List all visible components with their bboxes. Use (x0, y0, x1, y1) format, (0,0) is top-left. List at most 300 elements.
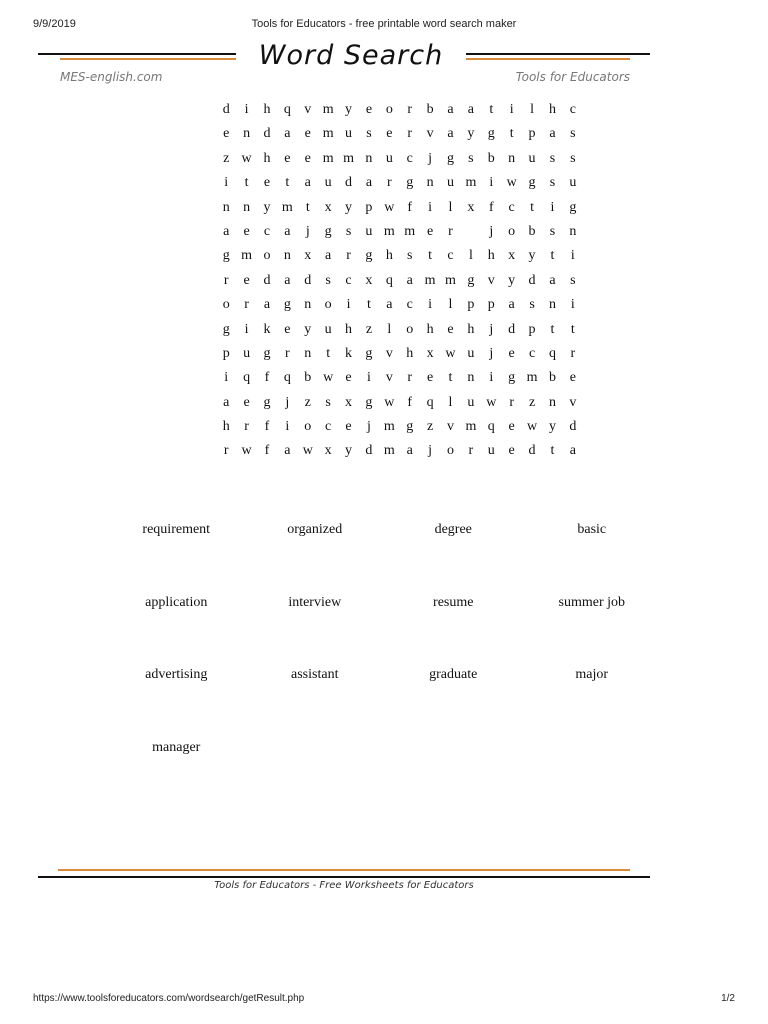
word-item: resume (433, 594, 474, 610)
grid-letter: y (548, 419, 556, 435)
grid-letter: e (304, 150, 311, 166)
grid-letter: m (322, 126, 334, 142)
grid-letter: a (365, 175, 373, 191)
grid-letter: x (508, 248, 516, 264)
grid-letter: e (345, 419, 352, 435)
grid-row (216, 293, 583, 317)
grid-letter: r (448, 223, 453, 239)
grid-letter: r (407, 102, 413, 117)
grid-letter: d (263, 272, 271, 288)
grid-letter: i (509, 102, 514, 117)
grid-letter: u (569, 175, 577, 191)
grid-letter: o (406, 321, 414, 337)
grid-letter: t (366, 297, 371, 313)
grid-letter: z (304, 394, 311, 410)
grid-letter: c (263, 223, 271, 239)
grid-letter: m (281, 199, 293, 215)
grid-row (216, 122, 583, 146)
grid-letter: r (407, 370, 413, 386)
grid-letter: e (345, 370, 352, 386)
grid-letter: g (222, 248, 230, 264)
grid-letter: m (322, 150, 334, 166)
grid-letter: x (345, 394, 353, 410)
grid-letter: c (569, 102, 576, 117)
grid-letter: e (243, 272, 250, 288)
grid-letter: o (385, 102, 393, 117)
grid-row (216, 366, 583, 390)
grid-letter: n (548, 297, 556, 313)
grid-letter: l (387, 321, 392, 337)
grid-letter: y (345, 443, 353, 459)
grid-letter: v (569, 394, 577, 410)
word-row (107, 595, 661, 668)
grid-letter: b (548, 370, 556, 386)
grid-letter: m (465, 175, 477, 191)
grid-letter: s (570, 272, 576, 288)
grid-letter: u (385, 150, 393, 166)
grid-letter: h (345, 321, 353, 337)
word-row (107, 667, 661, 740)
grid-letter: a (549, 126, 556, 142)
grid-letter: f (488, 199, 494, 215)
grid-letter: i (489, 175, 494, 191)
grid-letter: i (428, 199, 433, 215)
grid-letter: g (508, 370, 516, 386)
grid-letter: m (526, 370, 538, 386)
grid-row (216, 439, 583, 463)
grid-row (216, 98, 583, 122)
grid-letter: i (244, 102, 249, 117)
grid-letter: n (426, 175, 434, 191)
grid-letter: i (366, 370, 371, 386)
grid-letter: b (528, 223, 536, 239)
grid-letter: y (263, 199, 271, 215)
grid-letter: e (386, 126, 393, 142)
grid-letter: h (406, 345, 414, 361)
grid-letter: v (487, 272, 495, 288)
grid-letter: q (283, 370, 291, 386)
word-item: manager (152, 739, 201, 755)
grid-letter: z (426, 419, 434, 435)
grid-letter: n (304, 345, 312, 361)
grid-letter: p (467, 297, 475, 313)
grid-letter: j (428, 443, 433, 459)
grid-letter: i (224, 175, 229, 191)
grid-letter: e (508, 345, 515, 361)
grid-letter: i (346, 297, 351, 313)
grid-letter: r (223, 443, 229, 459)
grid-letter: r (509, 394, 514, 410)
grid-letter: e (508, 419, 515, 435)
grid-row (216, 244, 583, 268)
grid-letter: w (241, 443, 252, 459)
word-item: application (145, 594, 208, 610)
grid-letter: r (346, 248, 351, 264)
grid-letter: j (489, 345, 494, 361)
grid-letter: d (345, 175, 353, 191)
grid-letter: i (570, 248, 575, 264)
grid-letter: a (304, 175, 311, 191)
grid-letter: e (426, 370, 434, 386)
grid-letter: e (243, 394, 250, 410)
grid-letter: m (241, 248, 253, 264)
grid-letter: s (570, 150, 576, 166)
grid-letter: s (366, 126, 372, 142)
grid-letter: h (263, 150, 271, 166)
word-row (107, 522, 661, 595)
grid-row (216, 171, 583, 195)
grid-letter: o (304, 419, 312, 435)
word-list (107, 522, 661, 812)
grid-letter: w (445, 345, 456, 361)
grid-letter: m (343, 150, 354, 166)
grid-letter: i (550, 199, 555, 215)
word-item: assistant (291, 667, 339, 682)
grid-letter: j (489, 223, 494, 239)
grid-letter: n (569, 223, 577, 239)
grid-letter: b (304, 370, 312, 386)
grid-letter: f (407, 394, 413, 410)
grid-letter: f (264, 443, 270, 459)
grid-letter: n (365, 150, 373, 166)
grid-letter: i (285, 419, 290, 435)
grid-letter: y (345, 102, 353, 117)
header-rule-orange-right (450, 58, 630, 60)
grid-letter: u (467, 345, 475, 361)
grid-letter: x (324, 199, 332, 215)
grid-letter: w (486, 394, 497, 410)
grid-letter: a (406, 443, 413, 459)
grid-letter: a (386, 297, 393, 313)
grid-letter: a (284, 223, 291, 239)
print-page-title: Tools for Educators - free printable word search maker (251, 18, 517, 30)
grid-letter: a (223, 394, 230, 410)
grid-letter: j (428, 150, 433, 166)
grid-letter: m (383, 443, 395, 459)
grid-letter: a (284, 126, 291, 142)
word-item: summer job (558, 594, 625, 610)
grid-letter: e (223, 126, 230, 142)
grid-letter: s (549, 175, 556, 191)
grid-letter: g (263, 345, 271, 361)
grid-letter: k (345, 345, 353, 361)
grid-letter: w (323, 370, 334, 386)
grid-letter: i (244, 321, 249, 337)
grid-letter: v (426, 126, 434, 142)
word-item: requirement (142, 522, 211, 537)
grid-letter: q (426, 394, 434, 410)
grid-letter: g (467, 272, 475, 288)
grid-row (216, 342, 583, 366)
grid-letter: x (324, 443, 332, 459)
worksheet-title: Word Search (236, 40, 466, 71)
grid-letter: t (509, 126, 514, 142)
word-item: basic (577, 522, 607, 537)
grid-letter: b (426, 102, 434, 117)
grid-letter: o (508, 223, 516, 239)
grid-letter: m (322, 102, 334, 117)
grid-letter: a (325, 248, 332, 264)
grid-letter: a (447, 126, 454, 142)
grid-letter: a (223, 223, 230, 239)
grid-letter: v (385, 370, 393, 386)
grid-letter: e (508, 443, 515, 459)
print-url: https://www.toolsforeducators.com/wordsearch/getResult.php (33, 993, 305, 1004)
grid-letter: f (264, 419, 270, 435)
grid-letter: t (550, 248, 555, 264)
grid-letter: s (529, 297, 535, 313)
grid-letter: l (448, 297, 453, 313)
grid-letter: q (548, 345, 556, 361)
grid-letter: g (487, 126, 495, 142)
grid-letter: e (447, 321, 454, 337)
grid-letter: u (365, 223, 373, 239)
grid-letter: u (446, 175, 454, 191)
grid-letter: e (263, 175, 271, 191)
grid-letter: l (530, 102, 534, 117)
grid-letter: g (222, 321, 230, 337)
grid-row (216, 196, 583, 220)
grid-letter: d (508, 321, 516, 337)
grid-letter: o (222, 297, 230, 313)
grid-letter: l (448, 199, 453, 215)
grid-letter: y (528, 248, 536, 264)
grid-letter: x (365, 272, 373, 288)
grid-letter: t (244, 175, 249, 191)
grid-letter: b (487, 150, 495, 166)
grid-letter: s (468, 150, 474, 166)
word-item: organized (287, 522, 343, 537)
grid-letter: u (467, 394, 475, 410)
footer-rule-black (38, 876, 650, 878)
grid-letter: d (222, 102, 230, 117)
print-page-number: 1/2 (721, 993, 735, 1004)
grid-letter: k (263, 321, 271, 337)
grid-letter: u (528, 150, 536, 166)
grid-letter: z (223, 150, 230, 166)
grid-letter: w (384, 199, 395, 215)
header-rule-orange (60, 58, 252, 60)
grid-letter: n (508, 150, 516, 166)
grid-letter: i (489, 370, 494, 386)
grid-letter: e (243, 223, 250, 239)
grid-letter: l (468, 248, 473, 264)
grid-letter: r (244, 419, 249, 435)
grid-letter: p (528, 126, 536, 142)
grid-letter: g (446, 150, 454, 166)
grid-letter: m (445, 272, 456, 288)
grid-letter: g (324, 223, 332, 239)
grid-row (216, 269, 583, 293)
grid-letter: f (264, 370, 270, 386)
grid-letter: n (467, 370, 475, 386)
word-item: major (575, 667, 609, 682)
grid-letter: c (406, 297, 413, 313)
grid-letter: v (446, 419, 454, 435)
grid-letter: e (365, 102, 373, 117)
grid-letter: n (548, 394, 556, 410)
site-name: MES-english.com (60, 70, 163, 84)
grid-letter: u (324, 175, 332, 191)
grid-letter: e (426, 223, 434, 239)
grid-letter: a (447, 102, 454, 117)
grid-letter (461, 220, 481, 244)
grid-letter: t (285, 175, 290, 191)
grid-letter: p (528, 321, 536, 337)
grid-letter: e (284, 150, 291, 166)
grid-letter: r (244, 297, 249, 313)
grid-letter: e (569, 370, 576, 386)
grid-letter: s (570, 126, 576, 142)
grid-letter: d (528, 272, 536, 288)
grid-letter: r (407, 126, 413, 142)
grid-letter: n (243, 199, 251, 215)
grid-letter: s (325, 272, 331, 288)
grid-letter: o (446, 443, 454, 459)
grid-letter: d (304, 272, 312, 288)
grid-letter: r (223, 272, 229, 288)
grid-letter: z (365, 321, 373, 337)
grid-letter: h (385, 248, 393, 264)
grid-letter: c (528, 345, 536, 361)
grid-letter: g (528, 175, 536, 191)
grid-letter: f (407, 199, 413, 215)
grid-letter: h (222, 419, 230, 435)
grid-letter: u (345, 126, 353, 142)
grid-letter: s (406, 248, 413, 264)
grid-letter: r (285, 345, 290, 361)
grid-letter: p (222, 345, 230, 361)
grid-letter: l (448, 394, 453, 410)
grid-letter: w (241, 150, 252, 166)
grid-letter: q (243, 370, 251, 386)
grid-letter: w (506, 175, 517, 191)
grid-letter: t (550, 321, 555, 337)
grid-letter: m (383, 419, 395, 435)
grid-letter: i (428, 297, 433, 313)
grid-letter: g (569, 199, 577, 215)
grid-letter: g (283, 297, 291, 313)
grid-letter: c (447, 248, 454, 264)
grid-letter: i (224, 370, 229, 386)
grid-letter: t (448, 370, 453, 386)
grid-row (216, 391, 583, 415)
word-item: graduate (429, 667, 478, 682)
word-row (107, 740, 661, 813)
grid-letter: t (550, 443, 555, 459)
grid-letter: t (570, 321, 575, 337)
grid-letter: u (324, 321, 332, 337)
grid-letter: t (326, 345, 331, 361)
grid-letter: a (263, 297, 271, 313)
grid-letter: h (487, 248, 495, 264)
grid-letter: m (424, 272, 436, 288)
word-item: degree (434, 522, 472, 537)
grid-letter: o (263, 248, 271, 264)
grid-letter: c (345, 272, 352, 288)
grid-letter: a (569, 443, 576, 459)
grid-letter: m (383, 223, 395, 239)
grid-letter: g (365, 394, 373, 410)
grid-letter: j (366, 419, 371, 435)
grid-letter: h (426, 321, 434, 337)
grid-letter: e (284, 321, 291, 337)
grid-letter: u (243, 345, 251, 361)
footer-rule-orange (58, 869, 630, 871)
grid-letter: w (526, 419, 538, 435)
grid-letter: q (283, 102, 291, 117)
grid-letter: g (365, 345, 373, 361)
grid-letter: a (508, 297, 515, 313)
grid-letter: v (385, 345, 393, 361)
grid-letter: a (284, 443, 291, 459)
grid-letter: u (487, 443, 495, 459)
brand-name: Tools for Educators (515, 70, 630, 84)
grid-letter: c (508, 199, 515, 215)
worksheet-footer: Tools for Educators - Free Worksheets for Educators (214, 880, 474, 891)
print-date: 9/9/2019 (33, 18, 76, 30)
word-item: interview (288, 594, 342, 610)
grid-letter: j (305, 223, 310, 239)
grid-letter: t (428, 248, 433, 264)
grid-letter: d (528, 443, 536, 459)
grid-letter: w (302, 443, 313, 459)
grid-letter: i (570, 297, 575, 313)
grid-row (216, 147, 583, 171)
grid-letter: t (489, 102, 494, 117)
grid-letter: p (487, 297, 495, 313)
grid-letter: x (304, 248, 312, 264)
grid-letter: g (365, 248, 373, 264)
grid-letter: q (487, 419, 495, 435)
grid-row (216, 415, 583, 439)
grid-letter: h (467, 321, 475, 337)
grid-row (216, 220, 583, 244)
grid-letter: d (365, 443, 373, 459)
grid-letter: n (222, 199, 230, 215)
grid-letter: s (549, 150, 556, 166)
grid-letter: x (467, 199, 475, 215)
grid-letter: z (528, 394, 536, 410)
grid-letter: y (304, 321, 312, 337)
grid-letter: y (508, 272, 516, 288)
grid-letter: e (304, 126, 311, 142)
grid-letter: t (530, 199, 534, 215)
grid-letter: n (243, 126, 251, 142)
grid-letter: t (305, 199, 310, 215)
grid-letter: r (570, 345, 576, 361)
grid-letter: m (465, 419, 477, 435)
grid-letter: c (406, 150, 413, 166)
grid-letter: g (263, 394, 271, 410)
grid-row (216, 318, 583, 342)
grid-letter: q (385, 272, 393, 288)
grid-letter: a (467, 102, 474, 117)
word-item: advertising (145, 667, 208, 682)
grid-letter: a (549, 272, 556, 288)
grid-letter: d (569, 419, 577, 435)
grid-letter: y (467, 126, 475, 142)
grid-letter: s (549, 223, 556, 239)
grid-letter: g (406, 175, 414, 191)
grid-letter: n (304, 297, 312, 313)
grid-letter: j (285, 394, 290, 410)
grid-letter: r (386, 175, 392, 191)
grid-letter: m (404, 223, 416, 239)
grid-letter: w (384, 394, 395, 410)
grid-letter: r (468, 443, 474, 459)
letter-grid (216, 98, 583, 464)
